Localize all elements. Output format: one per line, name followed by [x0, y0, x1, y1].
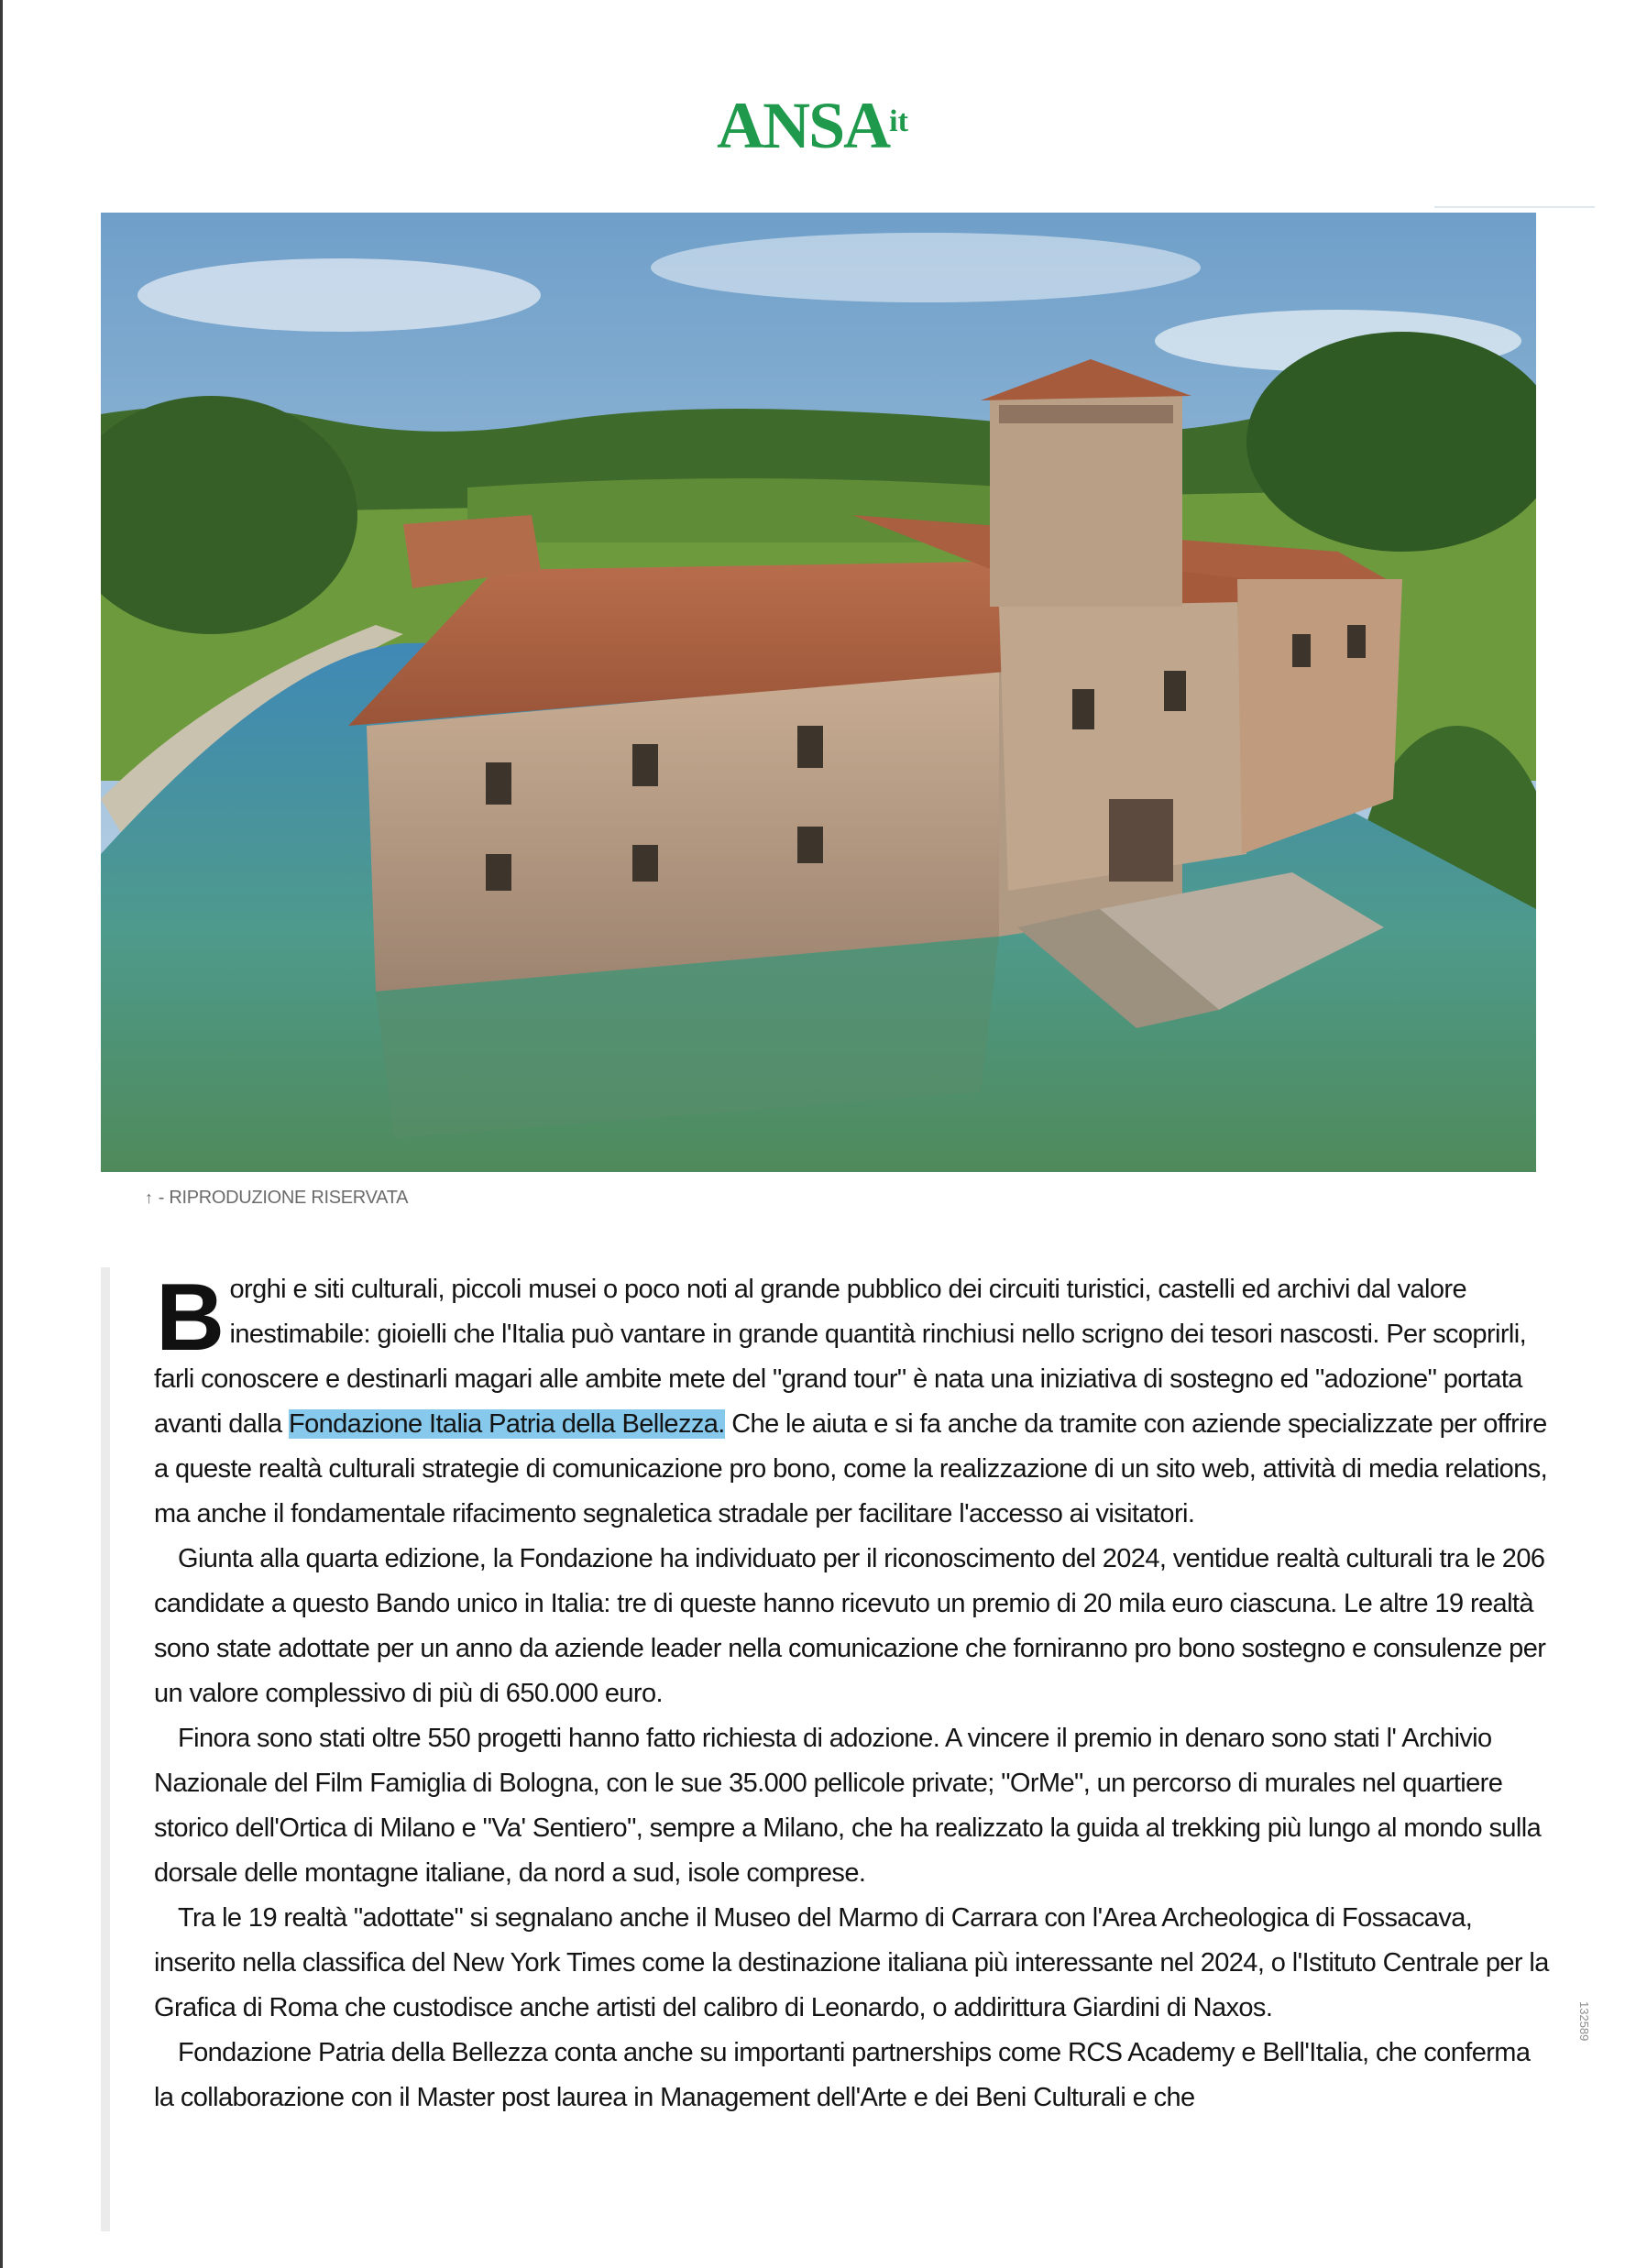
article-photo [101, 213, 1536, 1172]
paragraph-1-text-b: Che le aiuta e si fa anche da tramite con aziende specializzate per offrire a queste realtà culturali strategie di comunicazione pro bono, come la realizzazione di un sito web, attività di media relations, ma anche il fondamentale rifacimento segnaletica stradale per facilitare l'accesso ai visitatori. [154, 1409, 1548, 1528]
dropcap: B [156, 1265, 225, 1371]
caption-text: - RIPRODUZIONE RISERVATA [158, 1188, 409, 1208]
article-body [101, 1267, 1549, 2231]
paragraph-2: Giunta alla quarta edizione, la Fondazione ha individuato per il riconoscimento del 2024, ventidue realtà culturali tra le 206 candidate a questo Bando unico in Italia: tre di queste hanno ricevuto un premio di 20 mila euro ciascuna. Le altre 19 realtà sono state adottate per un anno da aziende leader nella comunicazione che forniranno pro bono sostegno e consulenze per un valore complessivo di più di 650.000 euro. [154, 1544, 1546, 1708]
paragraph-1-text-a: orghi e siti culturali, piccoli musei o poco noti al grande pubblico dei circuiti turistici, castelli ed archivi dal valore inestimabile: gioielli che l'Italia può vantare in grande quantità rinchiusi nello scrigno dei tesori nascosti. Per scoprirli, farli conoscere e destinarli magari alle ambite mete del "grand tour" è nata una iniziativa di sostegno ed "adozione" portata avanti dalla [154, 1275, 1527, 1439]
paragraph-1 [154, 1267, 1554, 1537]
highlighted-link-fondazione[interactable]: Fondazione Italia Patria della Bellezza. [288, 1409, 725, 1439]
paragraph-3: Finora sono stati oltre 550 progetti hanno fatto richiesta di adozione. A vincere il premio in denaro sono stati l' Archivio Nazionale del Film Famiglia di Bologna, con le sue 35.000 pellicole private; "OrMe", un percorso di murales nel quartiere storico dell'Ortica di Milano e "Va' Sentiero", sempre a Milano, che ha realizzato la guida al trekking più lungo al mondo sulla dorsale delle montagne italiane, da nord a sud, isole comprese. [154, 1724, 1542, 1888]
divider-line [1434, 206, 1595, 208]
logo-main: ANSA [717, 89, 890, 162]
side-code: 132589 [1577, 2001, 1591, 2042]
ansa-logo[interactable] [717, 88, 908, 164]
paragraph-5: Fondazione Patria della Bellezza conta anche su importanti partnerships come RCS Academy e Bell'Italia, che conferma la collaborazione con il Master post laurea in Management dell'Arte e dei Beni Culturali e che [154, 2038, 1531, 2112]
page-left-edge [0, 0, 3, 2268]
article-text [154, 1267, 1554, 2120]
logo-suffix: it [889, 104, 908, 138]
arrow-up-icon: ↑ [145, 1189, 153, 1207]
paragraph-4: Tra le 19 realtà "adottate" si segnalano anche il Museo del Marmo di Carrara con l'Area Archeologica di Fossacava, inserito nella classifica del New York Times come la destinazione italiana più interessante nel 2024, o l'Istituto Centrale per la Grafica di Roma che custodisce anche artisti del calibro di Leonardo, o addirittura Giardini di Naxos. [154, 1903, 1549, 2022]
photo-caption [145, 1188, 408, 1209]
masthead [0, 88, 1625, 164]
